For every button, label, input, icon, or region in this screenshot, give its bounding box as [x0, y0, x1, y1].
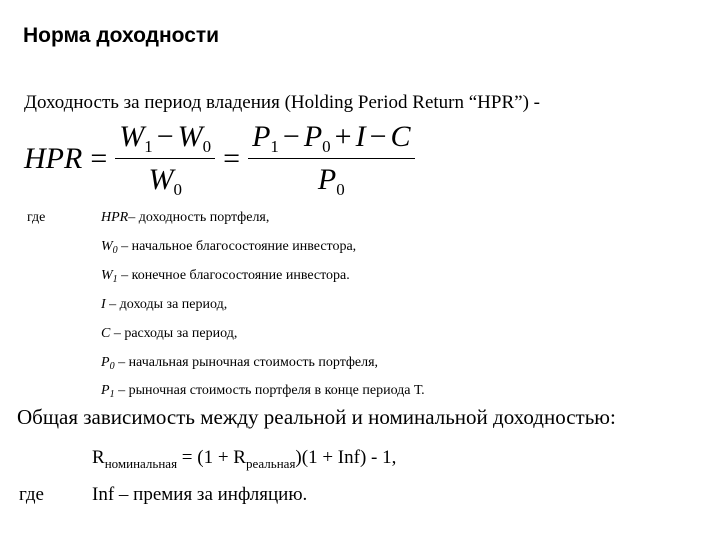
formula-fraction-price [248, 118, 414, 199]
fraction-price-denominator: $P_0$ [317, 163, 345, 199]
definition-p0: $P_0$ – начальная рыночная стоимость портфеля, [101, 355, 379, 372]
hpr-intro-text: Доходность за период владения (Holding Period Return “HPR”) - [24, 92, 540, 113]
formula-lhs: HPR [24, 141, 83, 175]
fraction-wealth-numerator: $W_1 - W_0$ [115, 118, 215, 159]
inflation-definition: Inf – премия за инфляцию. [92, 484, 308, 505]
formula-fraction-wealth [115, 118, 215, 199]
definition-i: I – доходы за период, [101, 297, 228, 312]
definition-c: C – расходы за период, [101, 326, 238, 341]
fraction-price-numerator: $P_1 - P_0 + I - C$ [248, 118, 414, 159]
page-title: Норма доходности [23, 24, 220, 47]
where-label-2: где [19, 484, 44, 505]
definition-p1: $P_1$ – рыночная стоимость портфеля в конце периода Т. [101, 383, 425, 400]
relation-formula: $R_{номинальная} = (1 + R_{реальная})(1 + Inf) - 1$, [92, 447, 397, 471]
formula-equals-1: = [90, 141, 108, 175]
definition-w0: $W_0$ – начальное благосостояние инвестора, [101, 239, 357, 256]
where-label: где [27, 210, 46, 225]
formula-equals-2: = [223, 141, 241, 175]
fraction-wealth-denominator: $W_0$ [148, 163, 182, 199]
definition-w1: $W_1$ – конечное благосостояние инвестора. [101, 268, 350, 285]
relation-intro-text: Общая зависимость между реальной и номинальной доходностью: [17, 405, 616, 429]
definition-hpr: HPR– доходность портфеля, [101, 210, 270, 225]
hpr-formula [24, 118, 415, 199]
